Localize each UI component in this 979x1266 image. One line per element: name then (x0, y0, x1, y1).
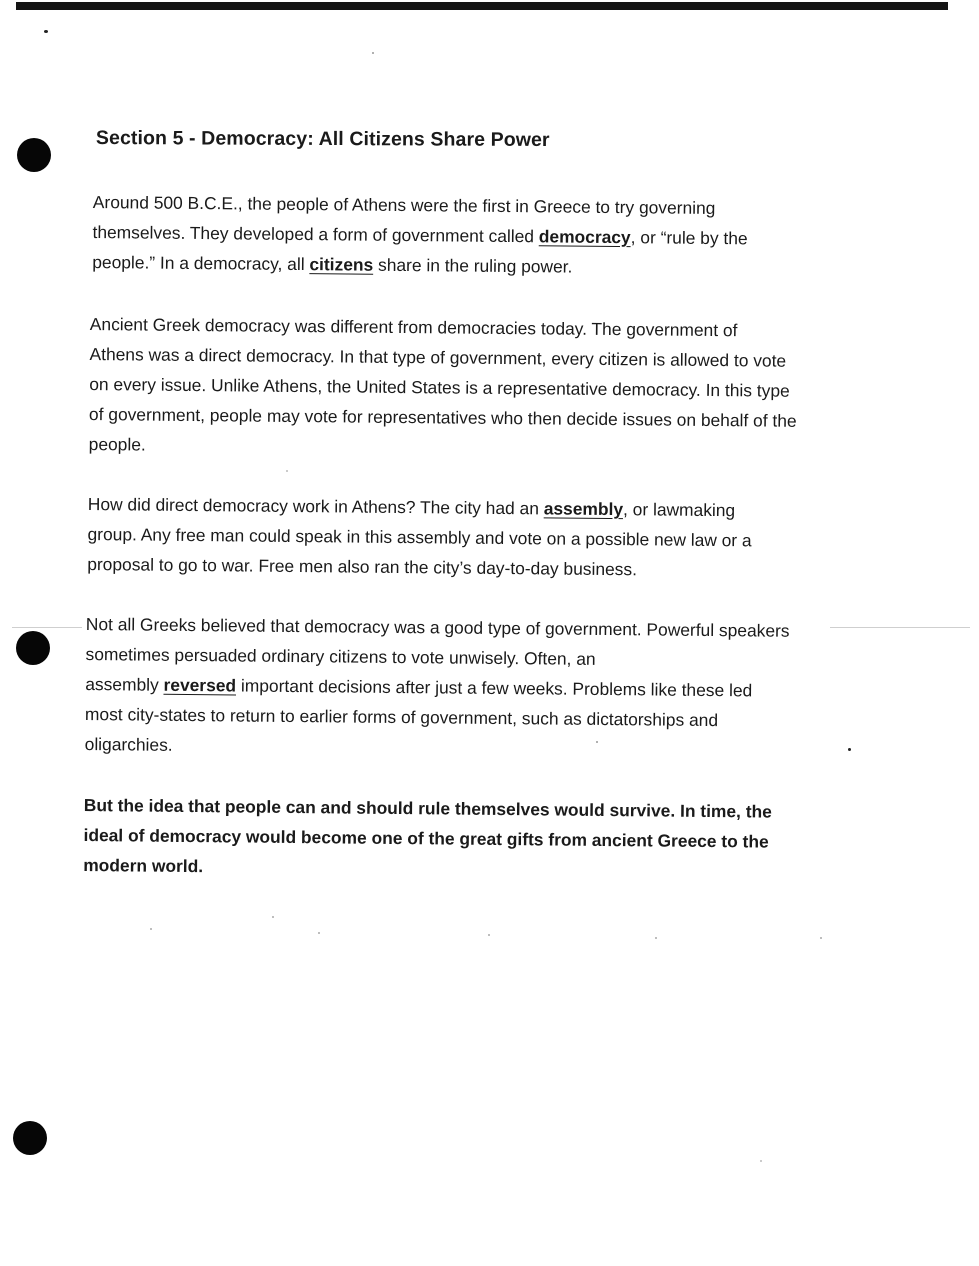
text-line (92, 247, 747, 283)
paragraph-conclusion (83, 790, 772, 887)
text-run: sometimes persuaded ordinary citizens to vote unwisely. Often, an (85, 643, 596, 669)
text-run: But the idea that people can and should rule themselves would survive. In time, the (83, 794, 772, 822)
text-run: oligarchies. (84, 733, 173, 755)
text-run: important decisions after just a few weeks. Problems like these led (236, 675, 753, 701)
text-line (87, 549, 751, 585)
text-run: ideal of democracy would become one of the great gifts from ancient Greece to the (83, 824, 769, 852)
text-run: assembly (85, 673, 164, 695)
key-term: democracy (538, 226, 631, 248)
paragraph-criticism (85, 609, 790, 766)
text-run: proposal to go to war. Free men also ran the city’s day-to-day business. (87, 553, 638, 580)
key-term: reversed (163, 674, 237, 696)
paragraph-assembly (87, 489, 752, 585)
paragraph-direct-democracy (89, 309, 798, 466)
section-heading: Section 5 - Democracy: All Citizens Share Power (95, 127, 550, 151)
text-run: people. (88, 433, 146, 455)
text-run: , or “rule by the (630, 227, 748, 249)
text-run: share in the ruling power. (373, 254, 573, 277)
text-run: group. Any free man could speak in this assembly and vote on a possible new law or a (87, 523, 752, 551)
text-run: themselves. They developed a form of government called (92, 221, 539, 247)
text-run: Ancient Greek democracy was different from democracies today. The government of (89, 313, 738, 341)
text-run: most city-states to return to earlier forms of government, such as dictatorships and (84, 703, 719, 731)
key-term: citizens (309, 254, 374, 275)
key-term: assembly (543, 498, 624, 520)
paragraph-intro (92, 187, 748, 283)
text-run: on every issue. Unlike Athens, the United States is a representative democracy. In this type (89, 373, 790, 401)
text-run: Athens was a direct democracy. In that type of government, every citizen is allowed to vote (89, 343, 787, 371)
text-run: people.” In a democracy, all (92, 251, 310, 275)
text-run: Around 500 B.C.E., the people of Athens were the first in Greece to try governing (92, 191, 716, 218)
text-run: of government, people may vote for representatives who then decide issues on behalf of the (88, 403, 797, 431)
text-run: , or lawmaking (622, 499, 736, 521)
text-run: How did direct democracy work in Athens? The city had an (87, 493, 544, 519)
text-run: modern world. (83, 854, 204, 877)
text-run: Not all Greeks believed that democracy was a good type of government. Powerful speakers (85, 613, 790, 641)
